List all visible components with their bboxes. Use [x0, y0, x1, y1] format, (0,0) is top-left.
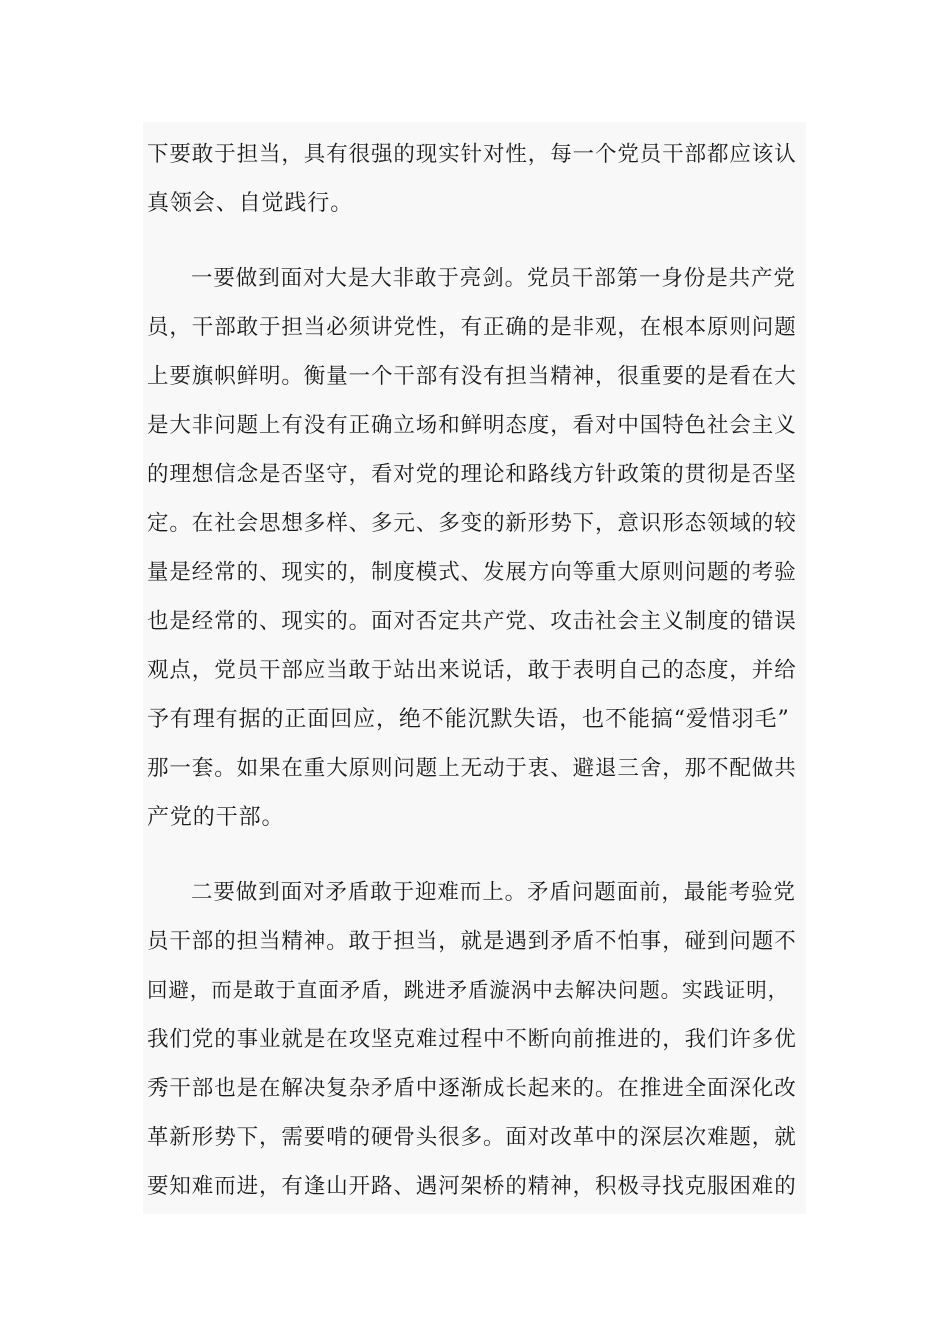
text-line: 要知难而进，有逢山开路、遇河架桥的精神，积极寻找克服困难的	[147, 1174, 797, 1199]
document-text-block	[143, 122, 806, 1214]
text-line: 革新形势下，需要啃的硬骨头很多。面对改革中的深层次难题，就	[147, 1125, 797, 1150]
text-line: 下要敢于担当，具有很强的现实针对性，每一个党员干部都应该认	[147, 142, 797, 167]
text-line: 产党的干部。	[147, 805, 285, 830]
text-line: 予有理有据的正面回应，绝不能沉默失语，也不能搞“爱惜羽毛”	[147, 707, 790, 732]
text-line: 员干部的担当精神。敢于担当，就是遇到矛盾不怕事，碰到问题不	[147, 929, 797, 954]
text-line: 二要做到面对矛盾敢于迎难而上。矛盾问题面前，最能考验党	[191, 880, 796, 905]
text-line: 回避，而是敢于直面矛盾，跳进矛盾漩涡中去解决问题。实践证明，	[147, 978, 789, 1002]
text-line: 上要旗帜鲜明。衡量一个干部有没有担当精神，很重要的是看在大	[147, 364, 797, 389]
text-line: 也是经常的、现实的。面对否定共产党、攻击社会主义制度的错误	[147, 609, 797, 634]
text-line: 那一套。如果在重大原则问题上无动于衷、避退三舍，那不配做共	[147, 756, 797, 781]
text-line: 一要做到面对大是大非敢于亮剑。党员干部第一身份是共产党	[191, 266, 796, 291]
text-line: 我们党的事业就是在攻坚克难过程中不断向前推进的，我们许多优	[147, 1027, 797, 1052]
text-line: 定。在社会思想多样、多元、多变的新形势下，意识形态领域的较	[147, 511, 797, 536]
text-line: 的理想信念是否坚守，看对党的理论和路线方针政策的贯彻是否坚	[147, 462, 797, 487]
text-line: 员，干部敢于担当必须讲党性，有正确的是非观，在根本原则问题	[147, 315, 797, 340]
text-line: 是大非问题上有没有正确立场和鲜明态度，看对中国特色社会主义	[147, 413, 797, 438]
text-line: 观点，党员干部应当敢于站出来说话，敢于表明自己的态度，并给	[147, 658, 797, 683]
text-line: 量是经常的、现实的，制度模式、发展方向等重大原则问题的考验	[147, 560, 797, 585]
text-line: 真领会、自觉践行。	[147, 191, 354, 216]
text-line: 秀干部也是在解决复杂矛盾中逐渐成长起来的。在推进全面深化改	[147, 1076, 797, 1101]
